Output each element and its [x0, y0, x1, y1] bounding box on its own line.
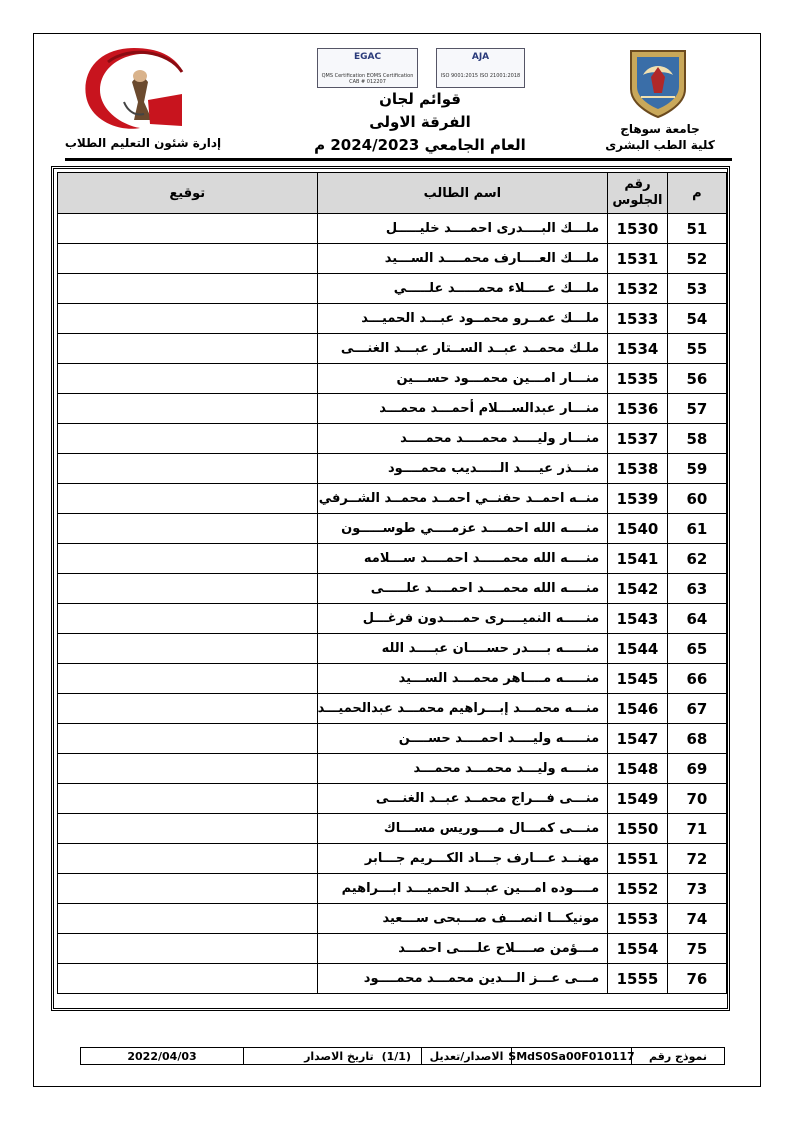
table-body [58, 214, 727, 994]
seat-number: 1549 [608, 784, 668, 814]
student-name: مـــى عـــز الـــدين محمـــد محمــــود [317, 964, 608, 994]
aja-certification-badge [436, 48, 525, 88]
row-number: 65 [667, 634, 726, 664]
date-label: تاريخ الاصدار [304, 1049, 374, 1063]
row-number: 62 [667, 544, 726, 574]
table-row [58, 664, 727, 694]
row-number: 51 [667, 214, 726, 244]
signature-cell [58, 694, 318, 724]
signature-cell [58, 574, 318, 604]
signature-cell [58, 934, 318, 964]
cert1-subtitle: QMS Certification EOMS Certification CAB # 012207 [321, 73, 414, 85]
student-affairs-caption: إدارة شئون التعليم الطلاب [64, 136, 222, 150]
student-name: منــــه وليـــد محمـــد محمـــد [317, 754, 608, 784]
signature-cell [58, 604, 318, 634]
row-number: 61 [667, 514, 726, 544]
table-row [58, 724, 727, 754]
row-number: 59 [667, 454, 726, 484]
version-value: (1/1) [381, 1049, 411, 1063]
row-number: 60 [667, 484, 726, 514]
university-caption [600, 121, 720, 153]
sohag-university-seal [627, 45, 689, 119]
row-number: 73 [667, 874, 726, 904]
row-number: 68 [667, 724, 726, 754]
table-row [58, 424, 727, 454]
student-name: منــه احمــد حفنــي احمــد محمــد الشــرفي [317, 484, 608, 514]
seat-number: 1555 [608, 964, 668, 994]
signature-cell [58, 664, 318, 694]
table-row [58, 754, 727, 784]
student-name: ملـــك العــــارف محمــــد الســـيد [317, 244, 608, 274]
signature-cell [58, 754, 318, 784]
seat-number: 1532 [608, 274, 668, 304]
table-row [58, 364, 727, 394]
cert2-title: AJA [471, 52, 490, 62]
row-number: 63 [667, 574, 726, 604]
student-name: ملـــك عمــرو محمــود عبـــد الحميـــد [317, 304, 608, 334]
row-number: 69 [667, 754, 726, 784]
student-name: منـــــه وليــــد احمــــد حســــن [317, 724, 608, 754]
student-name: مـــؤمن صــــلاح علــــى احمـــد [317, 934, 608, 964]
signature-cell [58, 844, 318, 874]
signature-cell [58, 784, 318, 814]
seat-number: 1537 [608, 424, 668, 454]
cert1-title: EGAC [353, 52, 382, 62]
seat-number: 1539 [608, 484, 668, 514]
title-line-1: قوائم لجان [379, 90, 461, 108]
signature-cell [58, 874, 318, 904]
seat-number: 1541 [608, 544, 668, 574]
student-name: ملـك محمــد عبــد الســتار عبـــد الغنـــى [317, 334, 608, 364]
seat-number: 1548 [608, 754, 668, 784]
form-code: SMdS0Sa00F010117 [508, 1049, 635, 1063]
student-name: منـــار وليــــد محمــــد محمــــد [317, 424, 608, 454]
table-row [58, 964, 727, 994]
issue-date: 2022/04/03 [127, 1049, 197, 1063]
row-number: 66 [667, 664, 726, 694]
row-number: 53 [667, 274, 726, 304]
signature-cell [58, 544, 318, 574]
seat-number: 1544 [608, 634, 668, 664]
table-row [58, 604, 727, 634]
student-name: مونيكـــا انصـــف صـــبحى ســـعيد [317, 904, 608, 934]
row-number: 76 [667, 964, 726, 994]
header-seat-line1: رقم [624, 177, 651, 192]
student-name: منـــار عبدالســـلام أحمـــد محمـــد [317, 394, 608, 424]
student-name: مهنــد عـــارف جـــاد الكـــريم جـــابر [317, 844, 608, 874]
signature-cell [58, 394, 318, 424]
signature-cell [58, 634, 318, 664]
student-name: منــــه الله احمــــد عزمــــي طوســـــون [317, 514, 608, 544]
egac-certification-badge [317, 48, 418, 88]
title-line-2: الفرقة الاولى [369, 113, 471, 131]
signature-cell [58, 484, 318, 514]
signature-cell [58, 814, 318, 844]
signature-cell [58, 244, 318, 274]
table-row [58, 244, 727, 274]
student-table-frame [51, 166, 730, 1011]
row-number: 52 [667, 244, 726, 274]
seat-number: 1552 [608, 874, 668, 904]
table-row [58, 544, 727, 574]
header-divider [65, 158, 732, 161]
seat-number: 1546 [608, 694, 668, 724]
student-name: منـــى كمـــال مــــوريس مســـاك [317, 814, 608, 844]
row-number: 74 [667, 904, 726, 934]
signature-cell [58, 334, 318, 364]
seat-number: 1536 [608, 394, 668, 424]
signature-cell [58, 364, 318, 394]
row-number: 71 [667, 814, 726, 844]
student-name: ملـــك البــــدرى احمــــد خليـــــل [317, 214, 608, 244]
seat-number: 1545 [608, 664, 668, 694]
table-row [58, 394, 727, 424]
table-row [58, 454, 727, 484]
seat-number: 1542 [608, 574, 668, 604]
seat-number: 1531 [608, 244, 668, 274]
faculty-name: كلية الطب البشرى [605, 138, 715, 152]
row-number: 67 [667, 694, 726, 724]
signature-cell [58, 424, 318, 454]
title-line-3: العام الجامعي 2024/2023 م [314, 136, 526, 154]
table-row [58, 274, 727, 304]
university-name: جامعة سوهاج [620, 122, 700, 136]
table-row [58, 634, 727, 664]
student-name: منــــه الله محمـــــد احمــــد ســـلامه [317, 544, 608, 574]
signature-cell [58, 214, 318, 244]
form-footer [80, 1047, 725, 1065]
student-name: مــــوده امـــين عبـــد الحميـــد ابـــراهيم [317, 874, 608, 904]
seat-number: 1533 [608, 304, 668, 334]
table-row [58, 904, 727, 934]
student-affairs-logo [78, 42, 190, 134]
seat-number: 1550 [608, 814, 668, 844]
seat-number: 1530 [608, 214, 668, 244]
seat-number: 1538 [608, 454, 668, 484]
student-name: منـــــه النميــــرى حمــــدون فرغـــل [317, 604, 608, 634]
cert2-subtitle: ISO 9001:2015 ISO 21001:2018 [440, 73, 521, 79]
seat-number: 1534 [608, 334, 668, 364]
signature-cell [58, 274, 318, 304]
student-name: منـــار امـــين محمـــود حســـين [317, 364, 608, 394]
student-name: منـــه محمـــد إبـــراهيم محمـــد عبدالحميـــد [317, 694, 608, 724]
row-number: 58 [667, 424, 726, 454]
table-row [58, 214, 727, 244]
table-row [58, 484, 727, 514]
student-name: منــــه الله محمــــد احمــــد علـــــى [317, 574, 608, 604]
version-label: الاصدار/تعديل [421, 1048, 511, 1064]
student-name: ملـــك عـــــلاء محمـــــد علـــــي [317, 274, 608, 304]
row-number: 57 [667, 394, 726, 424]
seat-number: 1547 [608, 724, 668, 754]
header-num: م [667, 173, 726, 214]
signature-cell [58, 454, 318, 484]
header-name: اسم الطالب [317, 173, 608, 214]
row-number: 56 [667, 364, 726, 394]
table-row [58, 574, 727, 604]
document-title [300, 88, 540, 157]
student-table [57, 172, 727, 994]
signature-cell [58, 964, 318, 994]
student-name: منـــى فـــراج محمــد عبــد الغنـــى [317, 784, 608, 814]
signature-cell [58, 724, 318, 754]
table-row [58, 814, 727, 844]
table-row [58, 934, 727, 964]
table-row [58, 304, 727, 334]
seat-number: 1535 [608, 364, 668, 394]
student-name: منـــــه مــــاهر محمـــد الســـيد [317, 664, 608, 694]
student-name: منـــــه بــــدر حســــان عبــــد الله [317, 634, 608, 664]
seat-number: 1553 [608, 904, 668, 934]
header-sign: توقيع [58, 173, 318, 214]
row-number: 54 [667, 304, 726, 334]
table-row [58, 334, 727, 364]
header-seat-line2: الجلوس [612, 193, 663, 208]
signature-cell [58, 904, 318, 934]
version-cell [243, 1048, 421, 1064]
row-number: 72 [667, 844, 726, 874]
table-row [58, 784, 727, 814]
table-row [58, 514, 727, 544]
seat-number: 1551 [608, 844, 668, 874]
seat-number: 1543 [608, 604, 668, 634]
table-row [58, 694, 727, 724]
signature-cell [58, 304, 318, 334]
header-seat [608, 173, 668, 214]
table-row [58, 874, 727, 904]
student-name: منـــذر عيــــد الـــــديب محمــــود [317, 454, 608, 484]
row-number: 55 [667, 334, 726, 364]
row-number: 70 [667, 784, 726, 814]
seat-number: 1554 [608, 934, 668, 964]
table-row [58, 844, 727, 874]
row-number: 75 [667, 934, 726, 964]
form-number-label: نموذج رقم [631, 1048, 724, 1064]
signature-cell [58, 514, 318, 544]
table-header-row [58, 173, 727, 214]
row-number: 64 [667, 604, 726, 634]
seat-number: 1540 [608, 514, 668, 544]
